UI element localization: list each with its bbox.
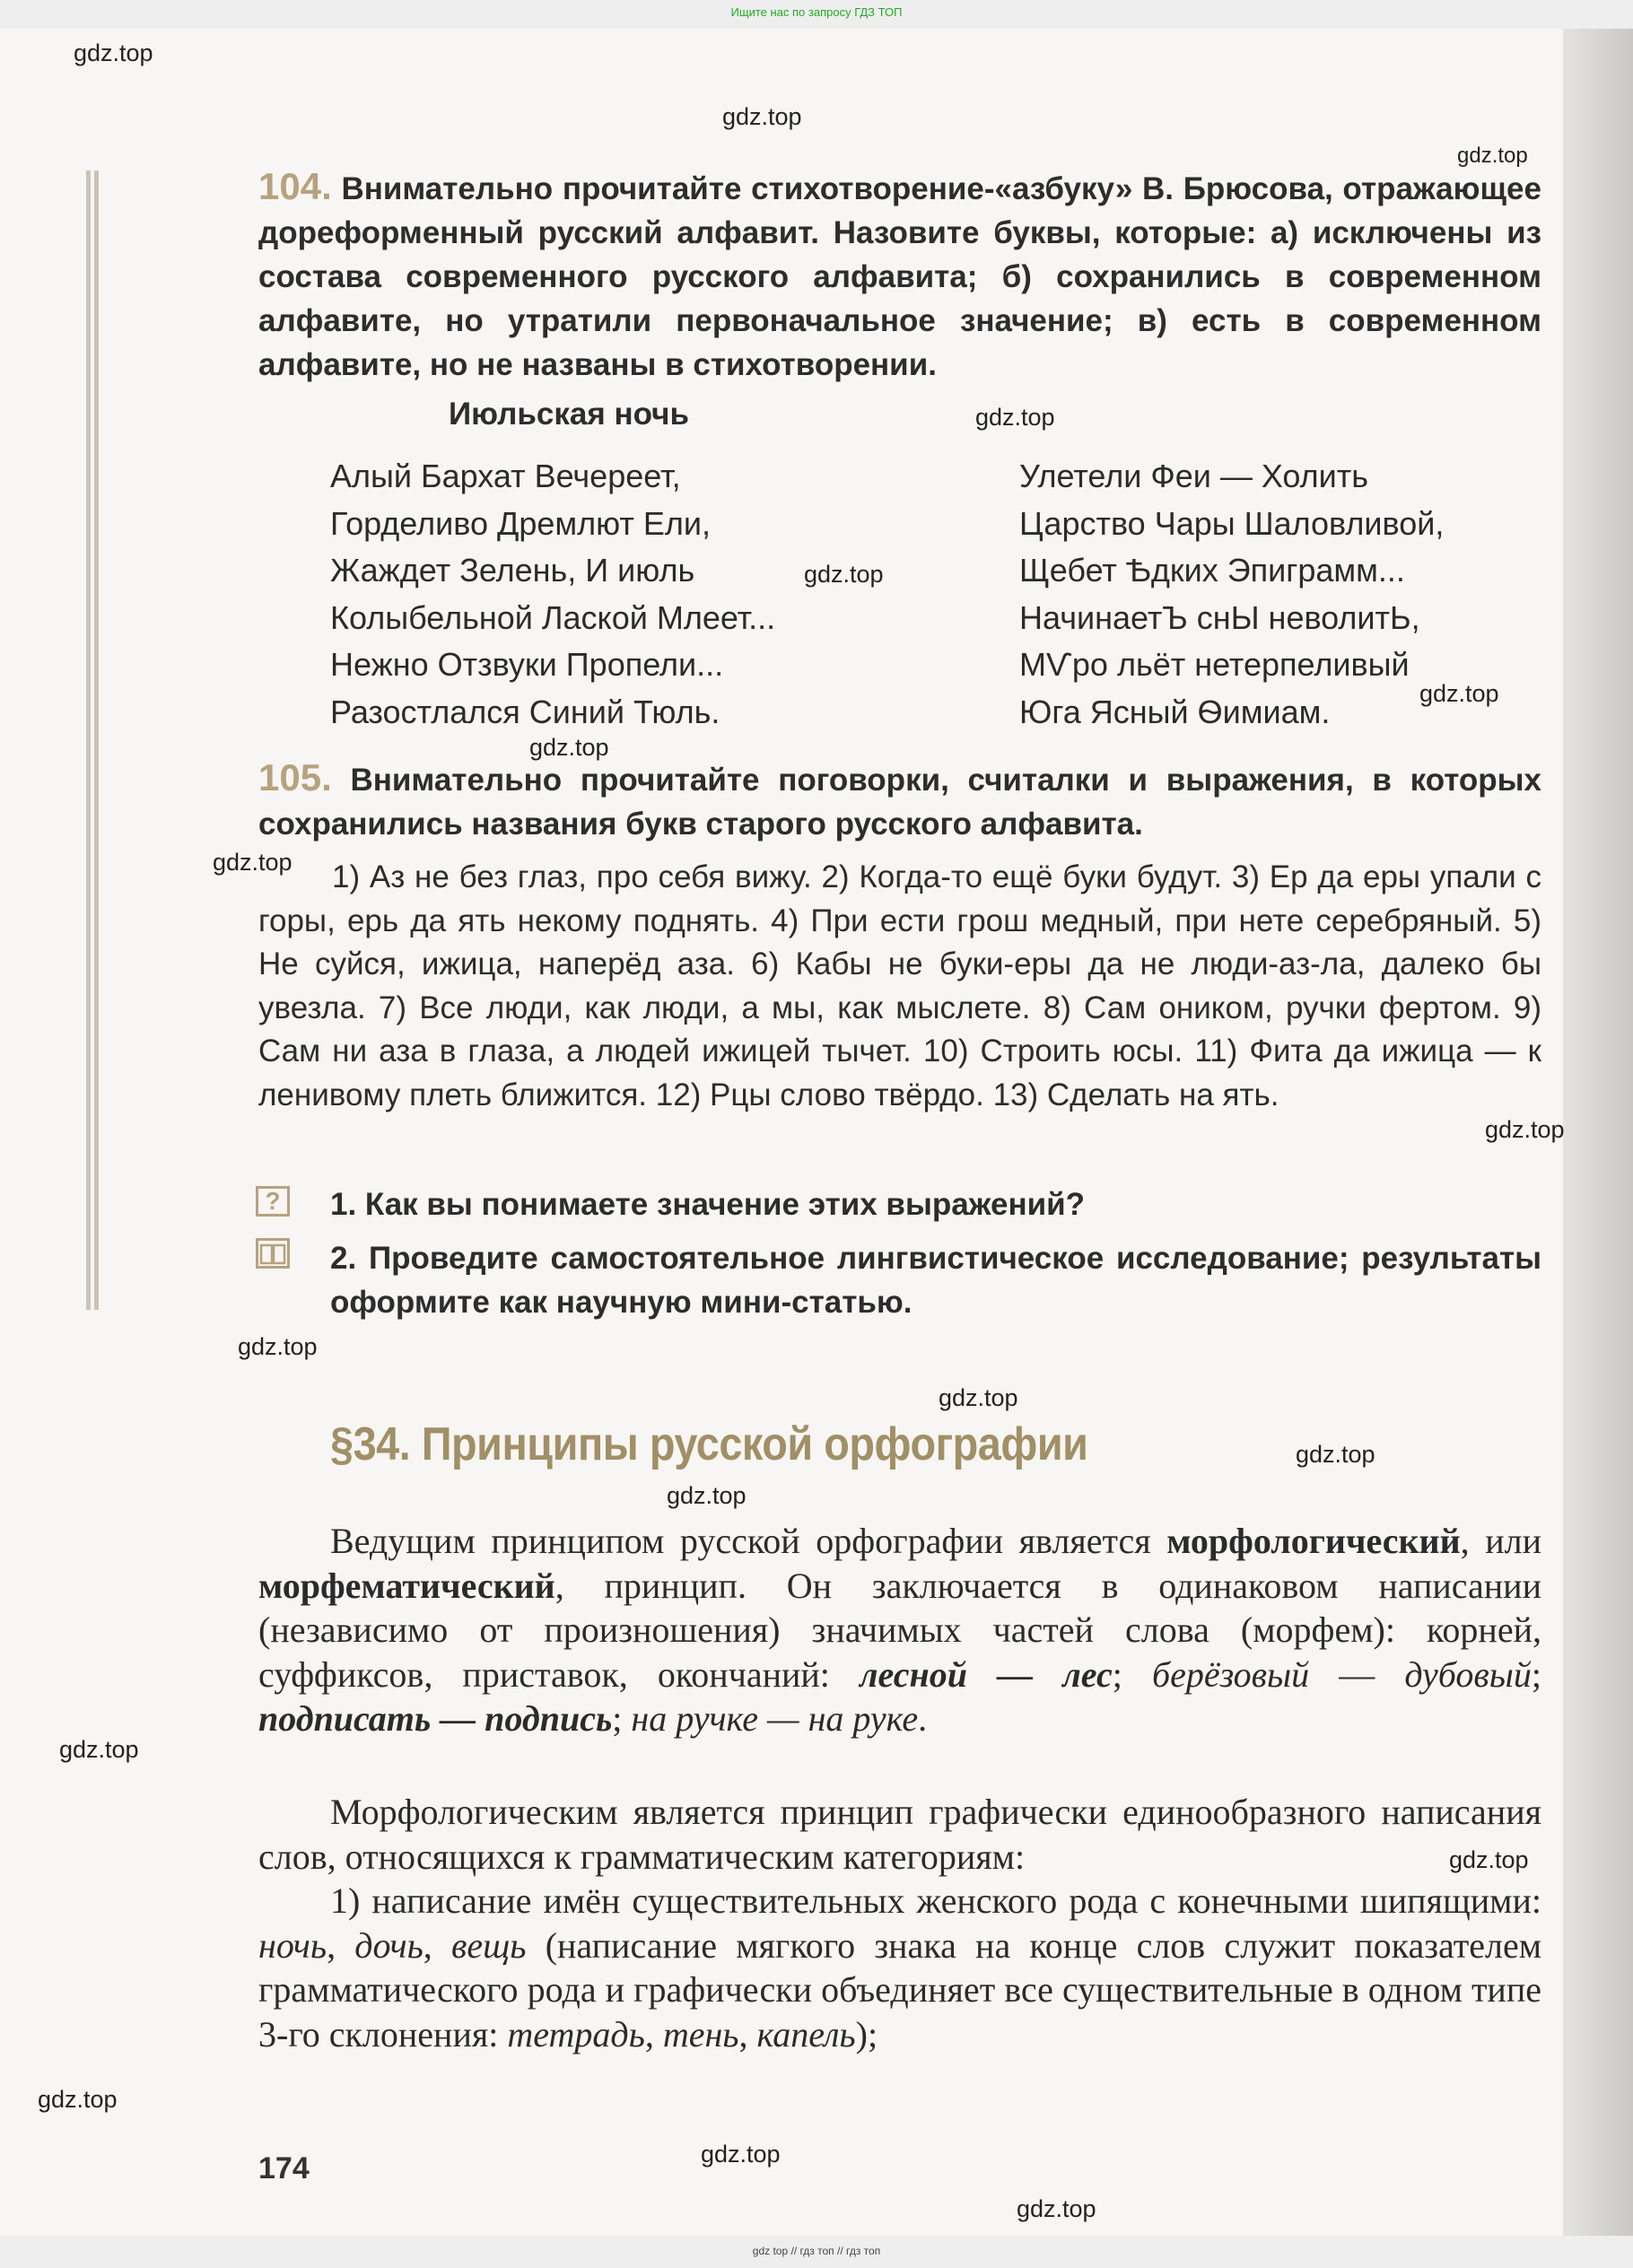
watermark: gdz.top: [1485, 1116, 1565, 1143]
question-1: 1. Как вы понимаете значение этих выражений?: [330, 1187, 1086, 1222]
exercise-text: Внимательно прочитайте стихотворение-«азбуку» В. Брюсова, отражающее дореформенный русский алфавит. Назовите буквы, которые: а) исключены из состава современного русского алфавита; б) сохранились в современном алфавите, но утратили первоначальное значение; в) есть в современном алфавите, но не названы в стихотворении.: [258, 171, 1541, 382]
poem-line: НачинаетЪ снЫ неволитЬ,: [1019, 598, 1420, 636]
watermark: gdz.top: [238, 1333, 318, 1360]
watermark: gdz.top: [722, 103, 802, 130]
margin-bar: [86, 170, 99, 1310]
poem-line: Юга Ясный Ѳимиам.: [1019, 693, 1331, 730]
watermark: gdz.top: [38, 2086, 118, 2113]
poem-line: Алый Бархат Вечереет,: [330, 458, 681, 494]
exercise-number: 104.: [258, 165, 332, 207]
poem-left-column: [330, 453, 775, 736]
watermark: gdz.top: [1296, 1441, 1375, 1468]
bottom-note[interactable]: gdz top // гдз топ // гдз топ: [752, 2245, 881, 2257]
poem-line: Горделиво Дремлют Ели,: [330, 504, 712, 542]
watermark: gdz.top: [939, 1384, 1018, 1411]
poem-line: Царство Чары Шаловливой,: [1019, 504, 1445, 542]
poem-line: Жаждет Зелень, И июль: [330, 552, 695, 589]
watermark: gdz.top: [74, 39, 153, 66]
watermark: gdz.top: [213, 849, 293, 876]
watermark: gdz.top: [975, 404, 1055, 431]
sayings-text: 1) Аз не без глаз, про себя вижу. 2) Когда-то ещё буки будут. 3) Ер да еры упали с горы, ерь да ять некому поднять. 4) При ести грош медный, при нете серебряный. 5) Не суйся, ижица, наперёд аза. 6) Кабы не буки-еры да не люди-аз-ла, далеко бы увезла. 7) Все люди, как люди, а мы, как мыслете. 8) Сам оником, ручки фертом. 9) Сам ни аза в глаза, а людей ижицей тычет. 10) Строить юсы. 11) Фита да ижица — к ленивому плеть ближится. 12) Рцы слово твёрдо. 13) Сделать на ять.: [258, 859, 1541, 1112]
watermark: gdz.top: [1449, 1846, 1529, 1873]
poem-line: Колыбельной Лаской Млеет...: [330, 598, 776, 636]
book-icon: [256, 1238, 290, 1269]
top-note[interactable]: Ищите нас по запросу ГДЗ ТОП: [730, 5, 903, 19]
poem-line: Нежно Отзвуки Пропели...: [330, 646, 724, 683]
poem-line: Улетели Феи — Холить: [1019, 458, 1369, 494]
exercise-text: Внимательно прочитайте поговорки, считалки и выражения, в которых сохранились названия букв старого русского алфавита.: [258, 763, 1541, 842]
paragraph-1: Ведущим принципом русской орфографии является морфологический, или морфематический, принцип. Он заключается в одинаковом написании (независимо от произношения) значимых частей слова (морфем): корней, суффиксов, приставок, окончаний: лесной — лес; берёзовый — дубовый; подписать — подпись; на ручке — на руке.: [258, 1521, 1541, 1739]
watermark: gdz.top: [667, 1482, 747, 1509]
paragraph-2: Морфологическим является принцип графически единообразного написания слов, относящихся к грамматическим категориям:: [258, 1792, 1541, 1877]
exercise-number: 105.: [258, 756, 332, 798]
question-icon: ?: [256, 1186, 290, 1217]
watermark: gdz.top: [1017, 2195, 1096, 2222]
question-2: 2. Проведите самостоятельное лингвистическое исследование; результаты оформите как научную мини-статью.: [330, 1241, 1541, 1320]
poem-right-column: [1019, 453, 1444, 736]
watermark: gdz.top: [701, 2141, 781, 2168]
watermark: gdz.top: [1457, 144, 1528, 168]
watermark: gdz.top: [1419, 680, 1499, 707]
page-edge-shadow: [1563, 29, 1633, 2236]
sayings-list: [258, 856, 1541, 1117]
poem-line: Разостлался Синий Тюль.: [330, 693, 720, 730]
watermark: gdz.top: [59, 1736, 139, 1763]
exercise-105: [258, 755, 1541, 846]
poem-title: Июльская ночь: [449, 397, 690, 432]
page-number: 174: [258, 2151, 310, 2185]
poem-line: Щебет Ѣдких Эпиграмм...: [1019, 552, 1405, 589]
watermark: gdz.top: [529, 734, 609, 761]
exercise-104: [258, 164, 1541, 387]
paragraph-3: 1) написание имён существительных женского рода с конечными шипящими: ночь, дочь, вещь (написание мягкого знака на конце слов служит показателем грамматического рода и графически объединяет все существительные в одном типе 3-го склонения: тетрадь, тень, капель);: [258, 1880, 1542, 2054]
watermark: gdz.top: [804, 561, 884, 588]
poem-line: МѴро льёт нетерпеливый: [1019, 646, 1410, 683]
section-title: §34. Принципы русской орфографии: [330, 1418, 1088, 1470]
